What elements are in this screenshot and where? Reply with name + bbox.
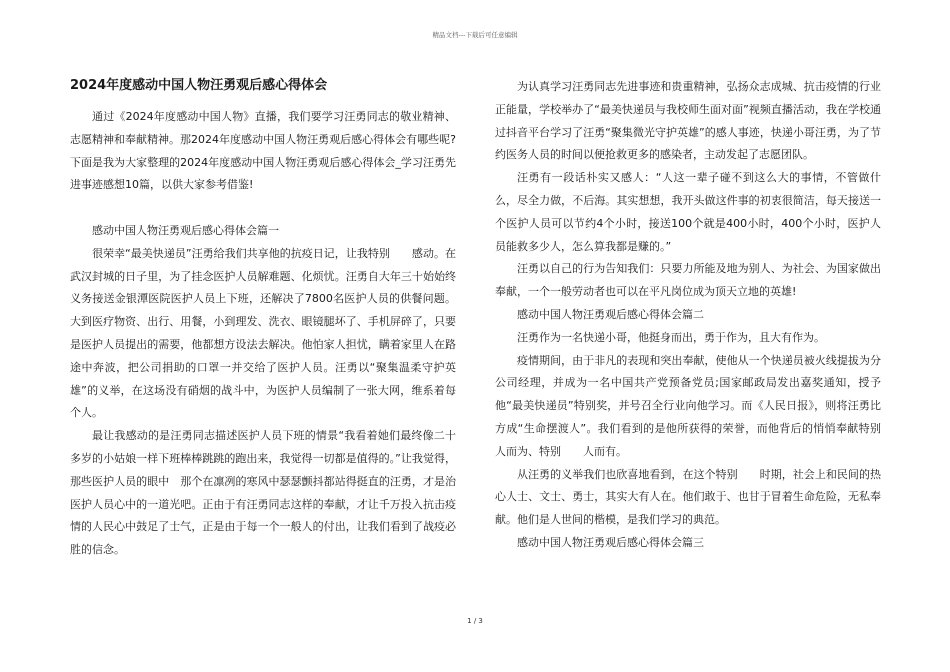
intro-paragraph: 通过《2024年度感动中国人物》直播，我们要学习汪勇同志的敬业精神、志愿精神和奉献精神。那2024年度感动中国人物汪勇观后感心得体会有哪些呢?下面是我为大家整理的2024年度感动中国人物汪勇观后感心得体会_学习汪勇先进事迹感想10篇，以供大家参考借鉴! [70,110,456,192]
section-heading-2: 感动中国人物汪勇观后感心得体会篇二 [517,307,704,321]
section-heading-3: 感动中国人物汪勇观后感心得体会篇三 [517,535,704,549]
paragraph-2: 最让我感动的是汪勇同志描述医护人员下班的情景“我看着她们最终像二十多岁的小姑娘一样下班棒棒跳跳的跑出来，我觉得一切都是值得的。”让我觉得，那些医护人员的眼中 那个在凛冽的寒风中瑟瑟颤抖都站得挺直的汪勇，才是治医护人员心中的一道光吧。正由于有汪勇同志这样的奉献，才让千万投入抗击疫情的人民心中鼓足了士气，正是由于每一个一般人的付出，让我们看到了战疫必胜的信念。 [70,429,456,557]
paragraph-1: 很荣幸“最美快递员”汪勇给我们共享他的抗疫日记，让我特别 感动。在武汉封城的日子里，为了挂念医护人员解难题、化烦忧。汪勇自大年三十始始终义务接送金银潭医院医护人员上下班，还解决了7800名医护人员的供餐问题。大到医疗物资、出行、用餐，小到理发、洗衣、眼镜腿坏了、手机屏碎了，只要是医护人员提出的需要，他都想方设法去解决。他怕家人担忧，瞒着家里人在路途中奔波，把公司捐助的口罩一并交给了医护人员。汪勇以“聚集温柔守护英雄”的义举，在这场没有硝烟的战斗中，为医护人员编制了一张大网，维系着每个人。 [70,246,456,420]
spacer [70,197,456,220]
paragraph-5: 汪勇以自己的行为告知我们：只要力所能及地为别人、为社会、为国家做出奉献，一个一般劳动者也可以在平凡岗位成为顶天立地的英雄! [495,262,881,299]
paragraph-8: 从汪勇的义举我们也欣喜地看到，在这个特别 时期，社会上和民间的热心人士、文士、勇士，其实大有人在。他们敢于、也甘于冒着生命危险，无私奉献。他们是人世间的楷模，是我们学习的典范。 [495,467,881,527]
paragraph-4: 汪勇有一段话朴实又感人：“人这一辈子碰不到这么大的事情，不管做什么，尽全力做，不后海。其实想想，我开头做这件事的初衷很简洁，每天接送一个医护人员可以节约4个小时，接送100个就是400小时，400个小时，医护人员能救多少人，怎么算我都是赚的。” [495,171,881,253]
document-title: 2024年度感动中国人物汪勇观后感心得体会 [70,78,328,93]
section-heading-1: 感动中国人物汪勇观后感心得体会篇一 [92,223,279,237]
right-column [495,76,903,555]
page-header: 精品文档---下载后可任意编辑 [432,31,518,39]
paragraph-6: 汪勇作为一名快递小哥，他挺身而出，勇于作为，且大有作为。 [517,330,825,344]
paragraph-7: 疫情期间，由于非凡的表现和突出奉献，使他从一个快递员被火线提拔为分公司经理，并成为一名中国共产党预备党员;国家邮政局发出嘉奖通知，授予他“最美快递员”特别奖，并号召全行业向他学习。而《人民日报》，则将汪勇比方成“生命摆渡人”。我们看到的是他所获得的荣誉，而他背后的悄悄奉献特别 人而为、特别 人而有。 [495,353,903,458]
left-column [70,76,456,562]
page-number: 1 / 3 [467,617,483,625]
paragraph-3: 为认真学习汪勇同志先进事迹和贵重精神，弘扬众志成城、抗击疫情的行业正能量，学校举办了“最美快递员与我校师生面对面”视频直播活动，我在学校通过抖音平台学习了汪勇“聚集微光守护英雄”的感人事迹，快递小哥汪勇，为了节约医务人员的时间以便抢救更多的感染者，主动发起了志愿团队。 [495,80,881,162]
